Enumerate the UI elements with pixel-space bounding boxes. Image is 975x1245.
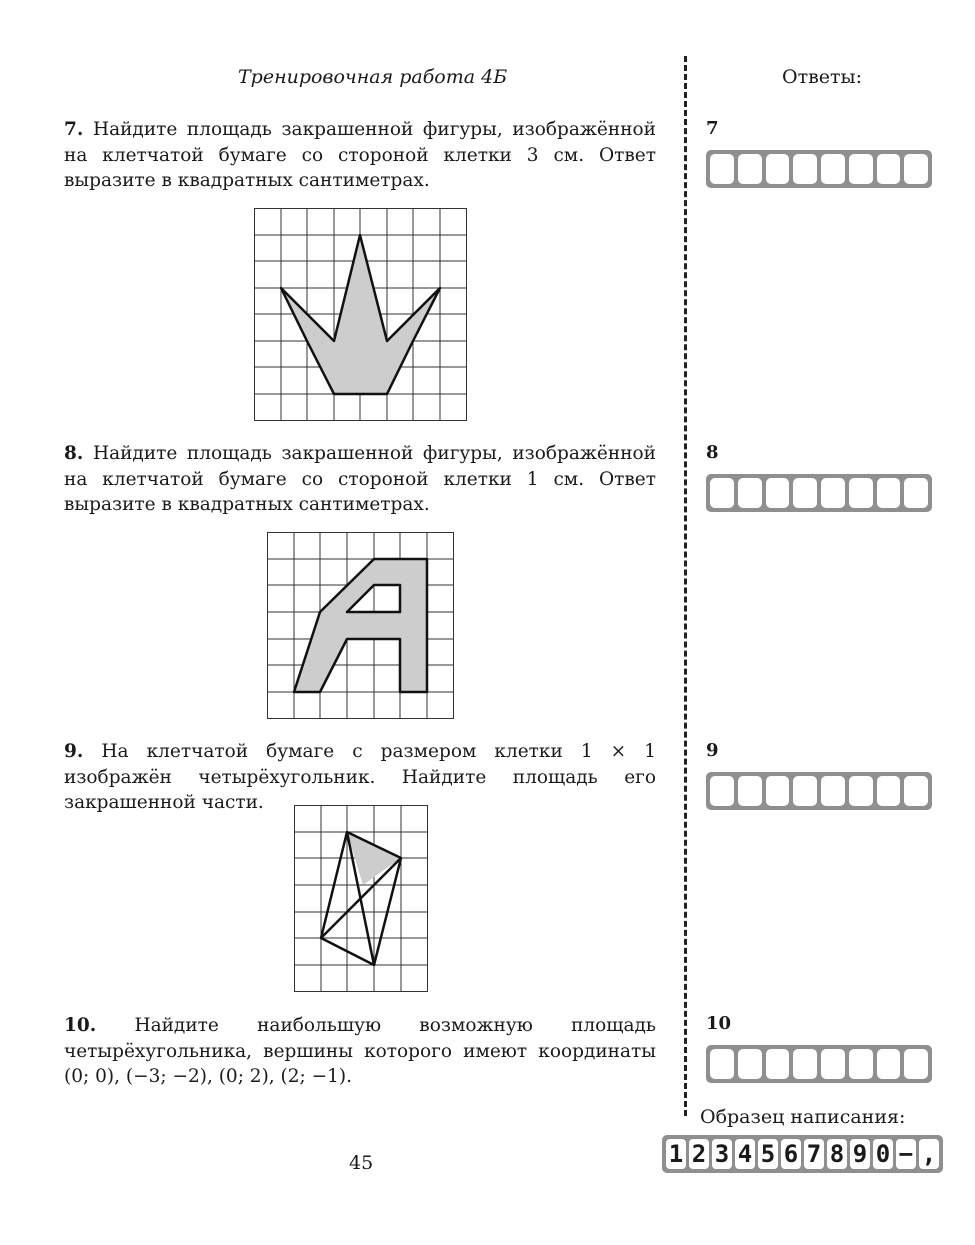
header-title: Тренировочная работа 4Б — [238, 66, 508, 88]
answers-title: Ответы: — [782, 66, 863, 88]
figure-8-letter-a — [267, 532, 455, 720]
task-8 — [64, 441, 656, 518]
sample-char: 8 — [827, 1139, 847, 1169]
sample-char: 3 — [712, 1139, 732, 1169]
dashed-divider — [684, 56, 687, 1116]
task-text: Найдите площадь закрашенной фигуры, изображённой на клетчатой бумаге со стороной клетки 3 см. Ответ выразите в квадратных сантиметрах. — [64, 119, 656, 191]
task-text: На клетчатой бумаге с размером клетки 1 × 1 изображён четырёхугольник. Найдите площадь его закрашенной части. — [64, 741, 656, 813]
sample-char: 1 — [666, 1139, 686, 1169]
task-7 — [64, 117, 656, 194]
task-number: 8. — [64, 443, 84, 464]
sample-char: 5 — [758, 1139, 778, 1169]
task-text: Найдите площадь закрашенной фигуры, изображённой на клетчатой бумаге со стороной клетки 1 см. Ответ выразите в квадратных сантиметрах. — [64, 443, 656, 515]
task-10 — [64, 1013, 656, 1090]
sample-char: 2 — [689, 1139, 709, 1169]
sample-label: Образец написания: — [700, 1106, 906, 1128]
figure-9-quadrilateral — [294, 805, 428, 992]
sample-char: − — [896, 1139, 916, 1169]
sample-digits — [662, 1135, 943, 1173]
sample-char: , — [919, 1139, 939, 1169]
answer-label-7: 7 — [706, 118, 719, 139]
task-number: 9. — [64, 741, 84, 762]
sample-char: 7 — [804, 1139, 824, 1169]
letter-a-shape — [294, 559, 427, 692]
answer-field-10[interactable] — [706, 1045, 932, 1083]
task-number: 7. — [64, 119, 84, 140]
sample-char: 6 — [781, 1139, 801, 1169]
answer-label-8: 8 — [706, 442, 719, 463]
answer-label-9: 9 — [706, 740, 719, 761]
answer-field-7[interactable] — [706, 150, 932, 188]
sample-char: 0 — [873, 1139, 893, 1169]
sample-char: 9 — [850, 1139, 870, 1169]
answer-label-10: 10 — [706, 1013, 732, 1034]
crown-shape — [281, 235, 440, 394]
answer-field-9[interactable] — [706, 772, 932, 810]
answer-field-8[interactable] — [706, 474, 932, 512]
task-text: Найдите наибольшую возможную площадь четырёхугольника, вершины которого имеют координаты (0; 0), (−3; −2), (0; 2), (2; −1). — [64, 1015, 656, 1087]
figure-7-crown — [254, 208, 468, 422]
sample-char: 4 — [735, 1139, 755, 1169]
task-number: 10. — [64, 1015, 97, 1036]
page-number: 45 — [349, 1152, 374, 1174]
